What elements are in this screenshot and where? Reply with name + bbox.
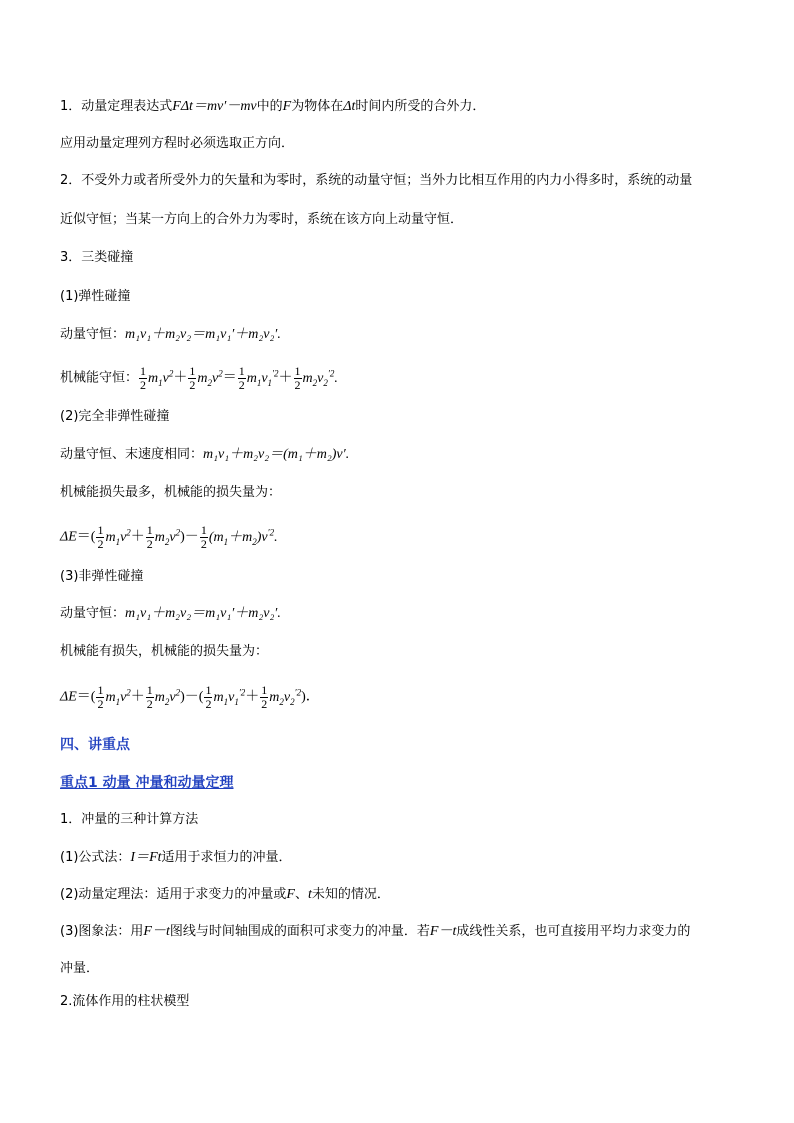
fraction-half: $\frac{1}{2}$ <box>140 363 147 392</box>
fraction-half: $\frac{1}{2}$ <box>261 682 268 711</box>
collision-1-title: (1)弹性碰撞 <box>60 289 131 304</box>
impulse-method-3-cont: 冲量． <box>60 961 100 976</box>
label: 动量守恒： <box>60 606 126 621</box>
formula: m₁v₁＋m₂v₂＝(m₁＋m₂)v′. <box>203 447 350 462</box>
text: 图线与时间轴围成的面积可求变力的冲量．若 <box>169 924 430 939</box>
label: 动量守恒： <box>60 327 126 342</box>
fraction-half: $\frac{1}{2}$ <box>189 363 196 392</box>
collision-1-energy: 机械能守恒： $\frac{1}{2}$ $m_1v^2+$ $\frac{1}{2}$ $m_2v^2=$ $\frac{1}{2}$ $m_1v_1^{'2}+$ $\frac{1}{2}$ $m_2v_2^{'2}$. <box>60 363 338 392</box>
text: 时间内所受的合外力． <box>355 99 486 114</box>
fraction-half: $\frac{1}{2}$ <box>294 363 301 392</box>
fraction-half: $\frac{1}{2}$ <box>146 522 153 551</box>
fraction-half: $\frac{1}{2}$ <box>97 682 104 711</box>
text: 为物体在 <box>291 99 344 114</box>
formula: I＝Ft <box>130 850 162 865</box>
text: 成线性关系，也可直接用平均力求变力的 <box>456 924 691 939</box>
paragraph-1 <box>60 98 744 116</box>
fraction-half: $\frac{1}{2}$ <box>238 363 245 392</box>
paragraph-3: 3．三类碰撞 <box>60 250 134 265</box>
paragraph-2b: 近似守恒；当某一方向上的合外力为零时，系统在该方向上动量守恒． <box>60 212 464 227</box>
fraction-half: $\frac{1}{2}$ <box>205 682 212 711</box>
fluid-model-title: 2.流体作用的柱状模型 <box>60 994 190 1009</box>
formula: m₁v₁＋m₂v₂＝m₁v₁′＋m₂v₂′. <box>125 327 281 342</box>
collision-3-momentum <box>60 605 744 623</box>
text: 未知的情况． <box>311 887 390 902</box>
symbol-f: F <box>286 887 295 902</box>
collision-1-momentum <box>60 326 744 344</box>
fraction-half: $\frac{1}{2}$ <box>200 522 207 551</box>
text: (2)动量定理法：适用于求变力的冲量或 <box>60 887 287 902</box>
symbol-t: t <box>308 887 312 902</box>
collision-2-loss-label: 机械能损失最多，机械能的损失量为： <box>60 485 282 500</box>
text: (3)图象法：用 <box>60 924 144 939</box>
symbol-ft: F－t <box>429 924 457 939</box>
label: 动量守恒、末速度相同： <box>60 447 204 462</box>
fraction-half: $\frac{1}{2}$ <box>97 522 104 551</box>
collision-2-momentum <box>60 446 744 464</box>
formula: FΔt＝mv′－mv <box>172 99 257 114</box>
collision-3-loss-label: 机械能有损失，机械能的损失量为： <box>60 644 269 659</box>
collision-3-loss-formula: ΔE＝( $\frac{1}{2}$ $m_1v^2+$ $\frac{1}{2}$ $m_2v^2)-$( $\frac{1}{2}$ $m_1v_1^{'2}+$ $\frac{1}{2}$ $m_2v_2^{'2}$)． <box>60 682 320 711</box>
text: 适用于求恒力的冲量． <box>161 850 292 865</box>
paragraph-2a: 2．不受外力或者所受外力的矢量和为零时，系统的动量守恒；当外力比相互作用的内力小得多时，系统的动量 <box>60 173 693 188</box>
collision-2-title: (2)完全非弹性碰撞 <box>60 409 170 424</box>
impulse-methods-title: 1．冲量的三种计算方法 <box>60 812 199 827</box>
impulse-method-3 <box>60 923 744 941</box>
symbol-f: F <box>282 99 292 114</box>
label: 机械能守恒： <box>60 370 139 386</box>
impulse-method-2 <box>60 886 744 904</box>
impulse-method-1 <box>60 849 744 867</box>
label: (1)公式法： <box>60 850 131 865</box>
symbol-dt: Δt <box>343 99 356 114</box>
symbol-ft: F－t <box>143 924 170 939</box>
focus-heading: 重点1 动量 冲量和动量定理 <box>60 775 234 791</box>
collision-3-title: (3)非弹性碰撞 <box>60 569 144 584</box>
collision-2-loss-formula: ΔE＝( $\frac{1}{2}$ $m_1v^2+$ $\frac{1}{2}$ $m_2v^2)-$ $\frac{1}{2}$ $(m_1+m_2)v^{'2}$. <box>60 522 278 551</box>
text: 中的 <box>256 99 283 114</box>
paragraph-1b: 应用动量定理列方程时必须选取正方向． <box>60 136 295 151</box>
fraction-half: $\frac{1}{2}$ <box>146 682 153 711</box>
text: 1．动量定理表达式 <box>60 99 173 114</box>
text: 、 <box>294 887 308 902</box>
section-heading: 四、讲重点 <box>60 737 130 753</box>
formula: m₁v₁＋m₂v₂＝m₁v₁′＋m₂v₂′. <box>125 606 281 621</box>
